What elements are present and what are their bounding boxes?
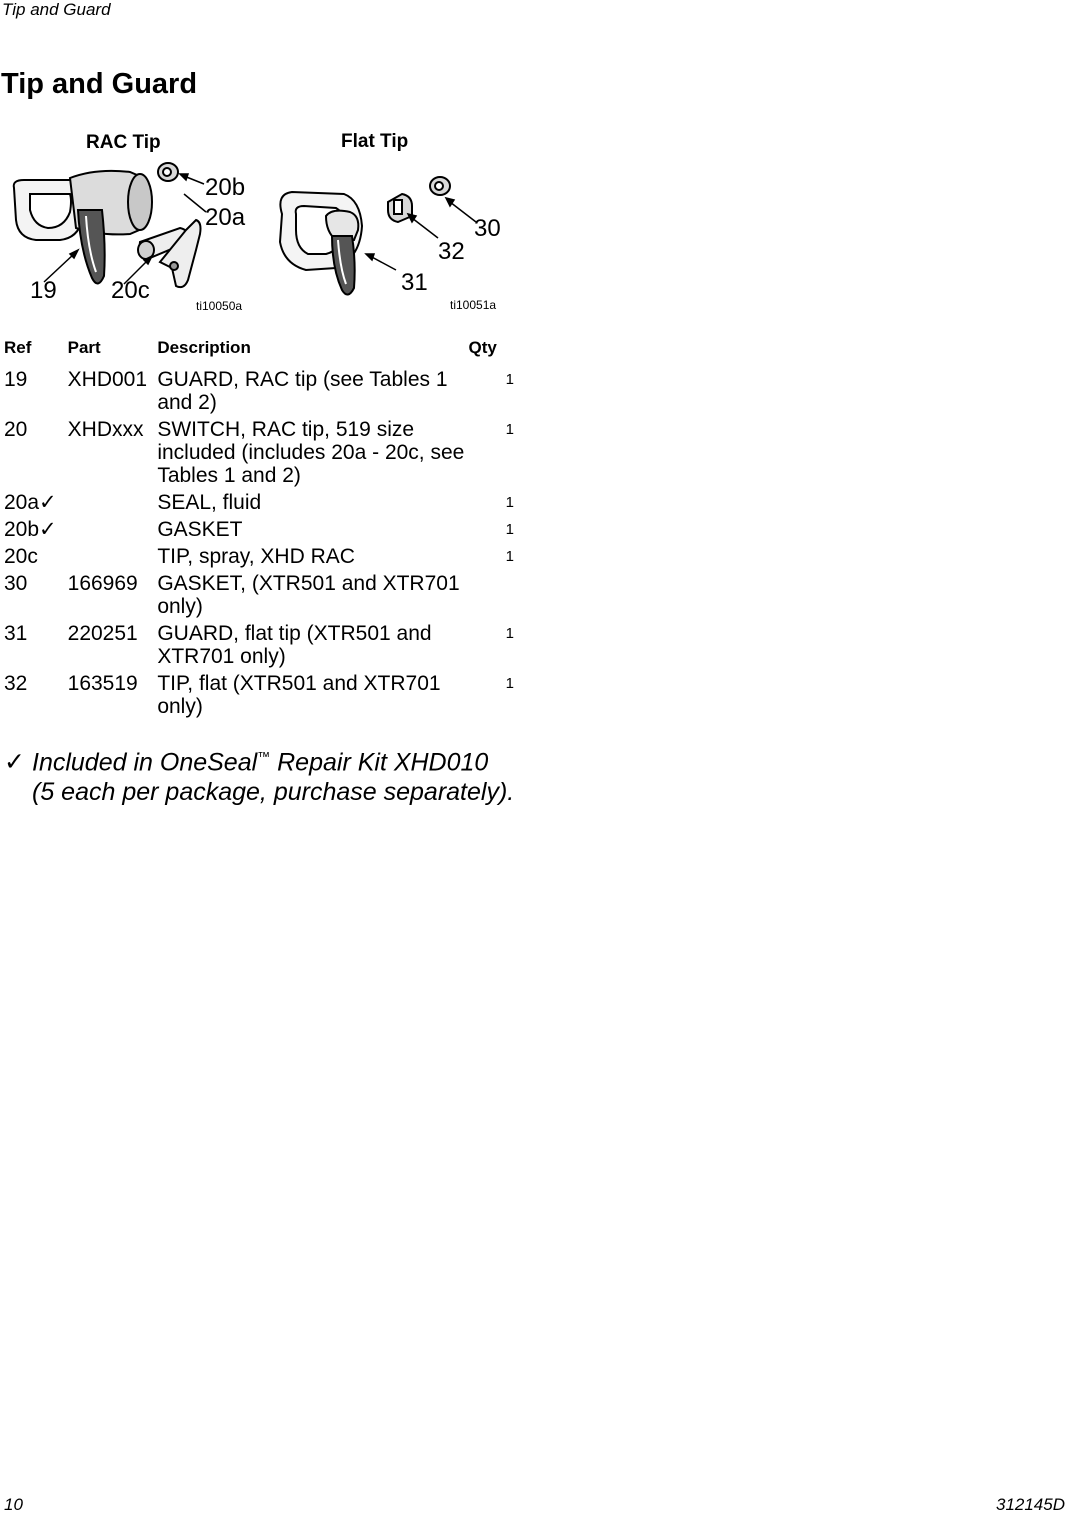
cell-part bbox=[68, 545, 158, 572]
header-qty: Qty bbox=[468, 338, 497, 357]
cell-part bbox=[68, 518, 158, 545]
cell-part bbox=[68, 491, 158, 518]
cell-description: GUARD, flat tip (XTR501 and XTR701 only) bbox=[157, 622, 432, 668]
callout-19: 19 bbox=[30, 277, 57, 304]
callout-20c: 20c bbox=[111, 277, 150, 304]
cell-ref: 32 bbox=[4, 672, 28, 695]
flat-gasket-drawing bbox=[430, 177, 450, 195]
header-description: Description bbox=[157, 338, 251, 357]
cell-part: XHD001 bbox=[67, 368, 148, 391]
cell-description: GASKET bbox=[157, 518, 243, 541]
cell-description: SEAL, fluid bbox=[157, 491, 262, 514]
cell-qty: 1 bbox=[505, 494, 514, 511]
table-row bbox=[0, 622, 520, 672]
cell-ref: 20b✓ bbox=[4, 518, 57, 541]
table-row bbox=[0, 545, 520, 572]
callout-20b: 20b bbox=[205, 174, 246, 201]
callout-32: 32 bbox=[438, 238, 465, 265]
cell-part: 220251 bbox=[67, 622, 138, 645]
trademark-symbol: ™ bbox=[257, 749, 271, 764]
checkmark-icon: ✓ bbox=[4, 748, 25, 777]
flat-tip-illustration bbox=[262, 150, 512, 315]
rac-guard-drawing bbox=[14, 171, 152, 284]
cell-ref: 20c bbox=[4, 545, 38, 568]
cell-ref: 20 bbox=[4, 418, 28, 441]
cell-qty: 1 bbox=[505, 675, 514, 692]
page-number: 10 bbox=[4, 1495, 23, 1514]
rac-tip-illustration bbox=[0, 150, 262, 315]
cell-qty bbox=[469, 572, 521, 622]
cell-ref: 19 bbox=[4, 368, 28, 391]
table-row bbox=[0, 368, 520, 418]
cell-part: XHDxxx bbox=[67, 418, 144, 441]
footnote-text-post: Repair Kit XHD010 bbox=[270, 748, 489, 777]
cell-description: TIP, spray, XHD RAC bbox=[157, 545, 355, 568]
header-ref: Ref bbox=[4, 338, 32, 357]
table-row bbox=[0, 418, 520, 491]
footnote-text-pre: Included in OneSeal bbox=[32, 748, 258, 777]
kit-footnote bbox=[4, 742, 544, 807]
table-header-row bbox=[0, 338, 520, 368]
document-number: 312145D bbox=[995, 1495, 1065, 1514]
cell-description: GASKET, (XTR501 and XTR701 only) bbox=[157, 572, 460, 618]
footnote-line-2: (5 each per package, purchase separately). bbox=[32, 778, 515, 807]
table-row bbox=[0, 518, 520, 545]
cell-ref: 20a✓ bbox=[4, 491, 57, 514]
footnote-line-1 bbox=[4, 742, 544, 777]
running-head: Tip and Guard bbox=[2, 0, 111, 19]
page-title: Tip and Guard bbox=[1, 68, 198, 100]
callout-31: 31 bbox=[401, 269, 428, 296]
flat-figure-id: ti10051a bbox=[450, 298, 497, 312]
flat-tip-figure-title: Flat Tip bbox=[341, 131, 409, 152]
callout-20a: 20a bbox=[205, 204, 246, 231]
cell-description: GUARD, RAC tip (see Tables 1 and 2) bbox=[157, 368, 448, 414]
cell-qty: 1 bbox=[505, 548, 514, 565]
cell-qty: 1 bbox=[505, 371, 514, 388]
rac-figure-id: ti10050a bbox=[196, 299, 243, 313]
cell-qty: 1 bbox=[505, 521, 514, 538]
cell-qty: 1 bbox=[505, 625, 514, 642]
rac-seal-gasket-drawing bbox=[158, 163, 178, 181]
cell-description: TIP, flat (XTR501 and XTR701 only) bbox=[157, 672, 441, 718]
parts-list-table bbox=[0, 338, 520, 722]
table-row bbox=[0, 672, 520, 722]
header-part: Part bbox=[67, 338, 101, 357]
flat-guard-drawing bbox=[280, 192, 362, 295]
callout-30: 30 bbox=[474, 215, 501, 242]
cell-ref: 31 bbox=[4, 622, 28, 645]
cell-part: 163519 bbox=[67, 672, 138, 695]
rac-tip-figure-title: RAC Tip bbox=[86, 132, 161, 153]
cell-part: 166969 bbox=[67, 572, 138, 595]
cell-description: SWITCH, RAC tip, 519 size included (includes 20a - 20c, see Tables 1 and 2) bbox=[157, 418, 465, 487]
table-row bbox=[0, 491, 520, 518]
flat-tip-part-drawing bbox=[388, 194, 412, 222]
cell-qty: 1 bbox=[505, 421, 514, 438]
cell-ref: 30 bbox=[4, 572, 28, 595]
table-row bbox=[0, 572, 520, 622]
